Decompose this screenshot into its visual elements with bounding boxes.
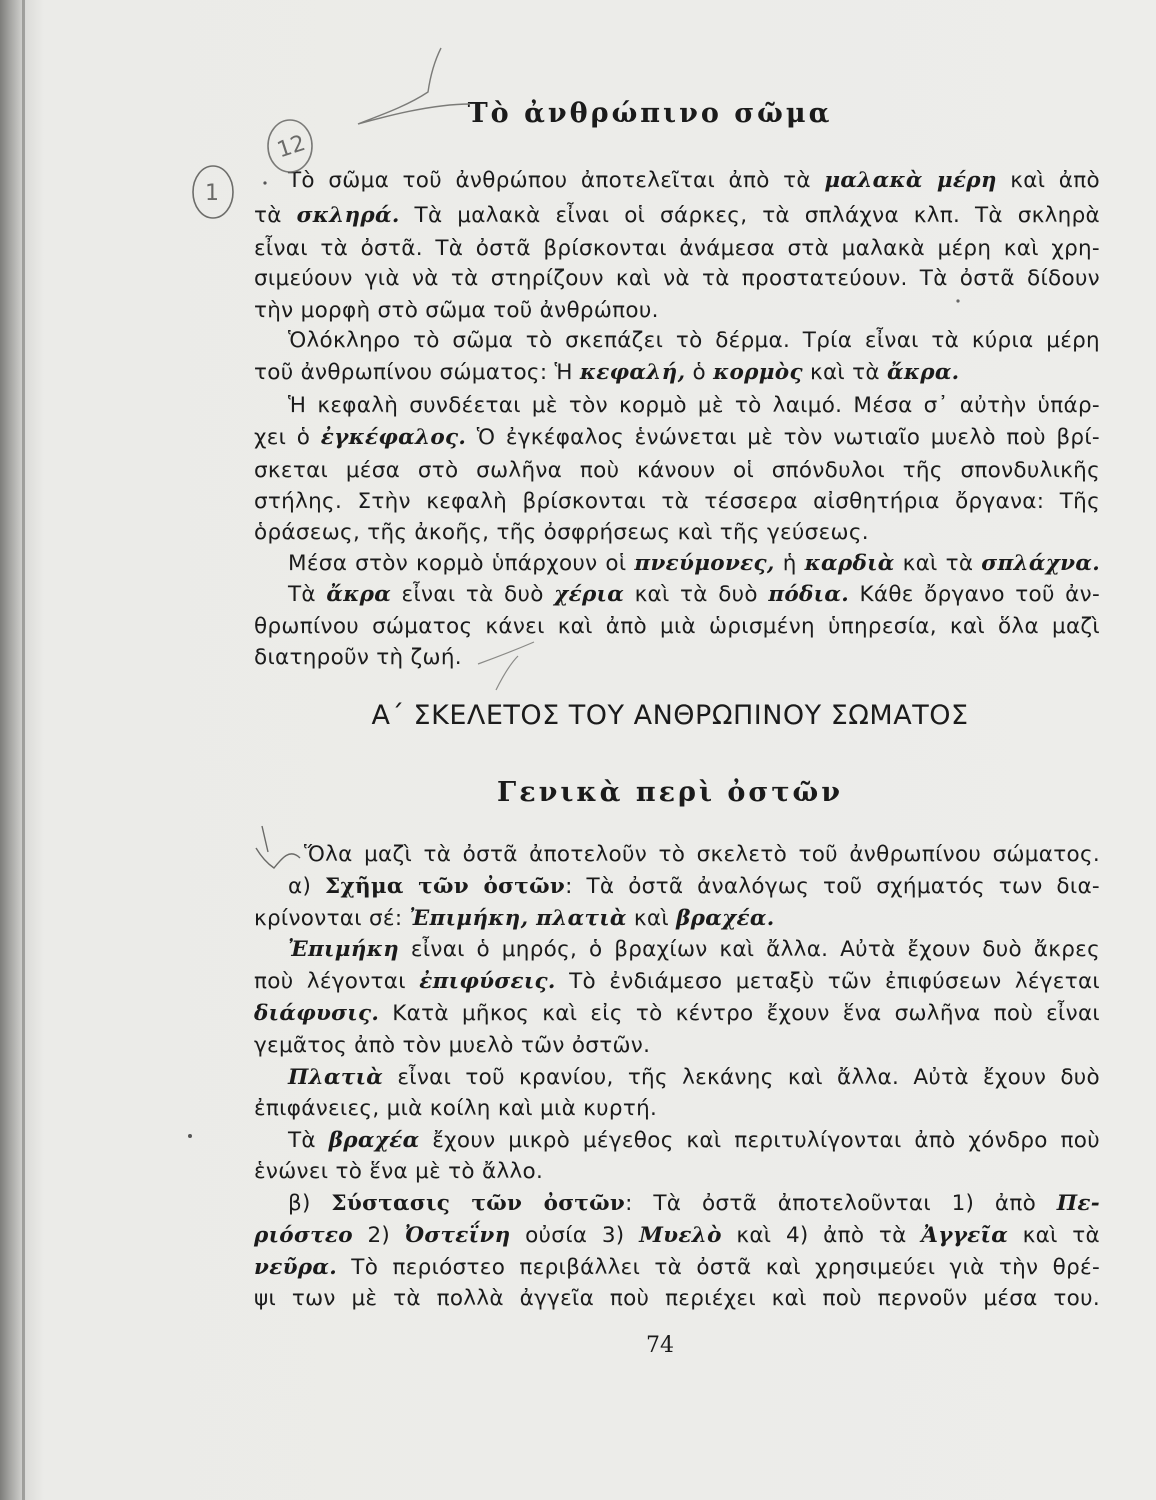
text-line: κρίνονται σέ: Ἐπιμήκη, πλατιὰ καὶ βραχέα. <box>254 906 775 931</box>
page-title: Τὸ ἀνθρώπινο σῶμα <box>467 98 833 129</box>
text-line: ἑνώνει τὸ ἕνα μὲ τὸ ἄλλο. <box>254 1159 544 1184</box>
circled-number-text: 12 <box>274 130 309 164</box>
page-binding-edge <box>22 0 25 1500</box>
circled-number-annotation <box>268 120 312 172</box>
text-line: διάφυσις. Κατὰ μῆκος καὶ εἰς τὸ κέντρο ἔχουν ἕνα σωλῆνα ποὺ εἶναι <box>254 1001 1100 1026</box>
text-line: τοῦ ἀνθρωπίνου σώματος: Ἡ κεφαλή, ὁ κορμὸς καὶ τὰ ἄκρα. <box>254 360 960 385</box>
circled-one-text: 1 <box>205 181 219 206</box>
text-line: ψι των μὲ τὰ πολλὰ ἀγγεῖα ποὺ περιέχει καὶ ποὺ περνοῦν μέσα του. <box>254 1286 1100 1311</box>
subheading: Γενικὰ περὶ ὀστῶν <box>497 777 843 808</box>
text-line: τὰ σκληρά. Τὰ μαλακὰ εἶναι οἱ σάρκες, τὰ σπλάχνα κλπ. Τὰ σκληρὰ <box>254 203 1100 228</box>
page-number: 74 <box>646 1333 674 1358</box>
text-line: Ὁλόκληρο τὸ σῶμα τὸ σκεπάζει τὸ δέρμα. Τρία εἶναι τὰ κύρια μέρη <box>288 328 1100 353</box>
text-line: στήλης. Στὴν κεφαλὴ βρίσκονται τὰ τέσσερα αἰσθητήρια ὄργανα: Τῆς <box>254 489 1100 514</box>
text-line: α) Σχῆμα τῶν ὀστῶν: Τὰ ὀστᾶ ἀναλόγως τοῦ σχήματός των δια- <box>288 874 1100 899</box>
text-line: ὁράσεως, τῆς ἀκοῆς, τῆς ὀσφρήσεως καὶ τῆς γεύσεως. <box>254 520 869 545</box>
text-line: ποὺ λέγονται ἐπιφύσεις. Τὸ ἐνδιάμεσο μεταξὺ τῶν ἐπιφύσεων λέγεται <box>254 969 1100 994</box>
text-line: νεῦρα. Τὸ περιόστεο περιβάλλει τὰ ὀστᾶ καὶ χρησιμεύει γιὰ τὴν θρέ- <box>254 1255 1100 1280</box>
section-heading: Α΄ ΣΚΕΛΕΤΟΣ ΤΟΥ ΑΝΘΡΩΠΙΝΟΥ ΣΩΜΑΤΟΣ <box>371 700 969 731</box>
text-line: θρωπίνου σώματος κάνει καὶ ἀπὸ μιὰ ὡρισμένη ὑπηρεσία, καὶ ὅλα μαζὶ <box>254 614 1100 639</box>
text-line: ἐπιφάνειες, μιὰ κοίλη καὶ μιὰ κυρτή. <box>254 1096 658 1121</box>
pencil-dot <box>188 1134 192 1138</box>
text-line: τὴν μορφὴ στὸ σῶμα τοῦ ἀνθρώπου. <box>254 298 659 323</box>
text-line: εἶναι τὰ ὀστᾶ. Τὰ ὀστᾶ βρίσκονται ἀνάμεσα στὰ μαλακὰ μέρη καὶ χρη- <box>254 236 1100 261</box>
text-line: Ὅλα μαζὶ τὰ ὀστᾶ ἀποτελοῦν τὸ σκελετὸ τοῦ ἀνθρωπίνου σώματος. <box>304 842 1100 867</box>
text-line: ριόστεο 2) Ὀστεΐνη οὐσία 3) Μυελὸ καὶ 4) ἀπὸ τὰ Ἀγγεῖα καὶ τὰ <box>254 1223 1100 1248</box>
text-line: γεμᾶτος ἀπὸ τὸν μυελὸ τῶν ὀστῶν. <box>254 1033 651 1058</box>
circled-one-annotation <box>193 166 233 218</box>
text-line: Τὸ σῶμα τοῦ ἀνθρώπου ἀποτελεῖται ἀπὸ τὰ μαλακὰ μέρη καὶ ἀπὸ <box>288 168 1100 193</box>
text-line: Τὰ βραχέα ἔχουν μικρὸ μέγεθος καὶ περιτυλίγονται ἀπὸ χόνδρο ποὺ <box>288 1128 1100 1153</box>
text-line: Τὰ ἄκρα εἶναι τὰ δυὸ χέρια καὶ τὰ δυὸ πόδια. Κάθε ὄργανο τοῦ ἀν- <box>288 582 1101 607</box>
text-line: σκεται μέσα στὸ σωλῆνα ποὺ κάνουν οἱ σπόνδυλοι τῆς σπονδυλικῆς <box>254 458 1100 483</box>
text-line: χει ὁ ἐγκέφαλος. Ὁ ἐγκέφαλος ἑνώνεται μὲ τὸν νωτιαῖο μυελὸ ποὺ βρί- <box>254 425 1100 450</box>
text-line: Ἡ κεφαλὴ συνδέεται μὲ τὸν κορμὸ μὲ τὸ λαιμό. Μέσα σ᾽ αὐτὴν ὑπάρ- <box>288 393 1100 418</box>
text-line: Μέσα στὸν κορμὸ ὑπάρχουν οἱ πνεύμονες, ἡ καρδιὰ καὶ τὰ σπλάχνα. <box>288 551 1100 576</box>
text-line: Ἐπιμήκη εἶναι ὁ μηρός, ὁ βραχίων καὶ ἄλλα. Αὐτὰ ἔχουν δυὸ ἄκρες <box>288 937 1100 962</box>
text-line: διατηροῦν τὴ ζωή. <box>254 645 462 670</box>
text-line: Πλατιὰ εἶναι τοῦ κρανίου, τῆς λεκάνης καὶ ἄλλα. Αὐτὰ ἔχουν δυὸ <box>288 1065 1100 1090</box>
text-line: β) Σύστασις τῶν ὀστῶν: Τὰ ὀστᾶ ἀποτελοῦνται 1) ἀπὸ Πε- <box>288 1191 1101 1216</box>
text-line: σιμεύουν γιὰ νὰ τὰ στηρίζουν καὶ νὰ τὰ προστατεύουν. Τὰ ὀστᾶ δίδουν <box>254 266 1100 291</box>
